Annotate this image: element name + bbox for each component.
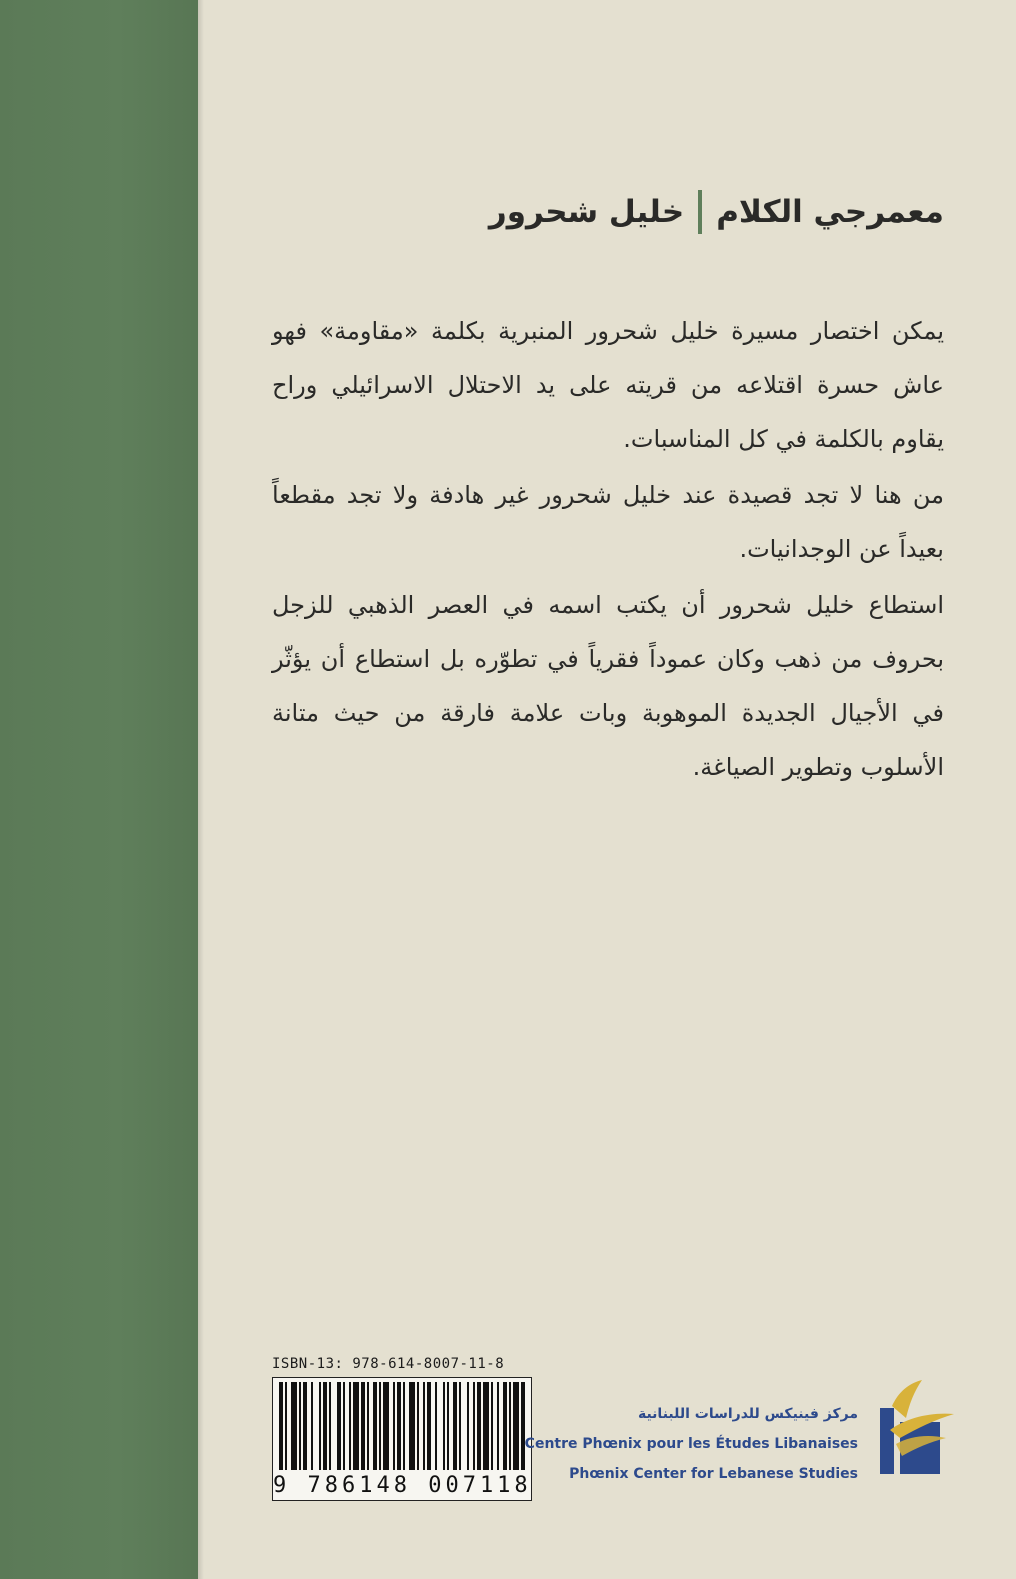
barcode-bar [397, 1382, 401, 1470]
blurb-paragraph-1: يمكن اختصار مسيرة خليل شحرور المنبرية بكلمة «مقاومة» فهو عاش حسرة اقتلاعه من قريته على يد الاحتلال الاسرائيلي وراح يقاوم بالكلمة في كل المناسبات. [272, 317, 944, 453]
barcode-bar [483, 1382, 489, 1470]
barcode-bar [337, 1382, 341, 1470]
barcode-bar [349, 1382, 351, 1470]
barcode-bar [503, 1382, 507, 1470]
barcode-bar [473, 1382, 475, 1470]
publisher-block [525, 1404, 858, 1484]
barcode-bar [497, 1382, 499, 1470]
barcode-bar [279, 1382, 283, 1470]
barcode-bar [509, 1382, 511, 1470]
barcode-bar [513, 1382, 519, 1470]
barcode-bar [361, 1382, 365, 1470]
blurb-paragraph-2: من هنا لا تجد قصيدة عند خليل شحرور غير هادفة ولا تجد مقطعاً بعيداً عن الوجدانيات. [272, 481, 944, 563]
barcode-bar [447, 1382, 449, 1470]
barcode-bar [409, 1382, 415, 1470]
barcode-bar [491, 1382, 493, 1470]
barcode-bar [343, 1382, 345, 1470]
barcode-bar [393, 1382, 395, 1470]
barcode-bar [467, 1382, 469, 1470]
barcode-bar [367, 1382, 369, 1470]
barcode-bar [383, 1382, 389, 1470]
barcode-bar [403, 1382, 405, 1470]
barcode-bar [311, 1382, 313, 1470]
book-title: معمرجي الكلام [716, 194, 944, 230]
barcode-bar [443, 1382, 445, 1470]
barcode [272, 1377, 532, 1501]
barcode-bar [427, 1382, 431, 1470]
barcode-bar [453, 1382, 457, 1470]
barcode-bar [303, 1382, 307, 1470]
barcode-bar [477, 1382, 481, 1470]
barcode-bar [373, 1382, 377, 1470]
barcode-bar [323, 1382, 327, 1470]
barcode-bar [291, 1382, 297, 1470]
barcode-bar [353, 1382, 359, 1470]
book-heading [489, 190, 944, 234]
barcode-bar [423, 1382, 425, 1470]
barcode-block [272, 1353, 532, 1501]
barcode-bar [459, 1382, 461, 1470]
barcode-bar [285, 1382, 287, 1470]
publisher-name-arabic: مركز فينيكس للدراسات اللبنانية [637, 1406, 858, 1422]
publisher-name-french: Centre Phœnix pour les Études Libanaises [524, 1436, 858, 1452]
book-spine [0, 0, 198, 1579]
barcode-bar [299, 1382, 301, 1470]
publisher-name-english: Phœnix Center for Lebanese Studies [569, 1466, 858, 1482]
isbn-label: ISBN-13: 978-614-8007-11-8 [272, 1356, 505, 1372]
blurb-paragraph-3: استطاع خليل شحرور أن يكتب اسمه في العصر الذهبي للزجل بحروف من ذهب وكان عموداً فقرياً في تطوّره بل استطاع أن يؤثّر في الأجيال الجديدة الموهوبة وبات علامة فارقة من حيث متانة الأسلوب وتطوير الصياغة. [272, 591, 944, 781]
spine-shadow [198, 0, 204, 1579]
barcode-digits: 9 786148 007118 [273, 1473, 532, 1498]
barcode-bar [417, 1382, 419, 1470]
barcode-bar [435, 1382, 437, 1470]
barcode-bars [279, 1382, 525, 1470]
barcode-bar [329, 1382, 331, 1470]
barcode-bar [379, 1382, 381, 1470]
blurb-text [272, 304, 944, 796]
phoenix-logo-icon [870, 1378, 958, 1478]
barcode-bar [319, 1382, 321, 1470]
title-separator [698, 190, 702, 234]
author-name: خليل شحرور [488, 194, 685, 230]
